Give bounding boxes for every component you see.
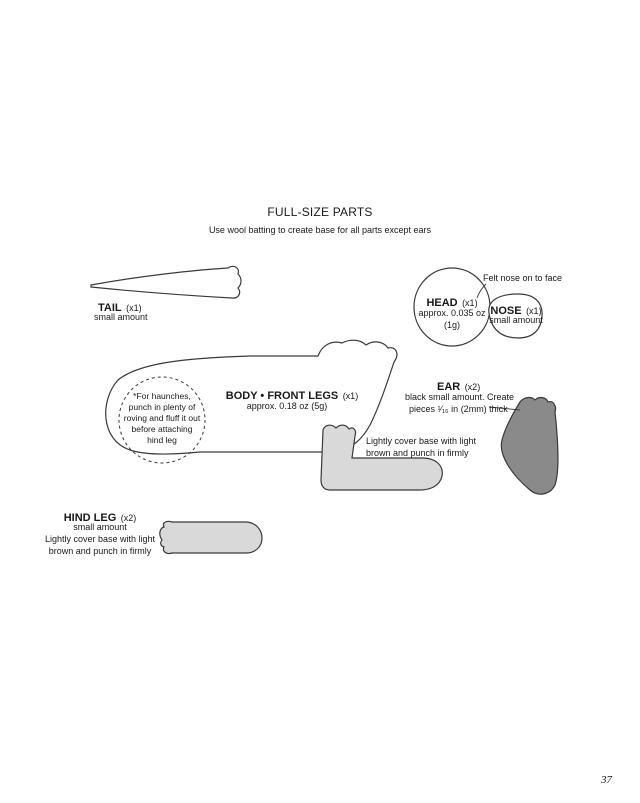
tail-name: TAIL [98,302,122,314]
ear-note-2: pieces ¹⁄₁₆ in (2mm) thick [409,404,508,414]
ear-note-1: black small amount. Create [405,392,515,402]
hind-leg-shape [160,521,262,553]
body-count: (x1) [342,391,359,401]
tail-count: (x1) [126,303,142,313]
nose-name: NOSE [490,305,522,317]
haunch-note-line: before attaching [131,424,193,434]
tail-shape [91,266,241,298]
haunch-note-line: *For haunches, [133,391,191,401]
page-number: 37 [601,774,612,786]
head-count: (x1) [462,298,478,308]
front-leg-note-1: Lightly cover base with light [366,436,477,446]
hind-leg-note-2: Lightly cover base with light [44,534,156,544]
body-note: approx. 0.18 oz (5g) [246,401,328,411]
hind-leg-count: (x2) [120,513,137,523]
haunch-note-line: punch in plenty of [128,402,196,412]
page-subtitle: Use wool batting to create base for all parts except ears [208,225,432,235]
front-leg-note-2: brown and punch in firmly [366,448,469,458]
haunch-note-line: roving and fluff it out [123,413,201,423]
head-note-2: (1g) [443,320,460,330]
nose-callout: Felt nose on to face [483,273,563,283]
ear-shape [501,398,558,495]
nose-count: (x1) [526,306,542,316]
ear-name: EAR [437,381,461,393]
hind-leg-note-3: brown and punch in firmly [48,546,152,556]
ear-count: (x2) [464,382,481,392]
haunch-note-line: hind leg [147,435,177,445]
hind-leg-note-1: small amount [73,522,127,532]
head-name: HEAD [426,297,458,309]
head-note-1: approx. 0.035 oz [418,308,486,318]
nose-note: small amount [489,315,543,325]
haunch-note [116,391,208,446]
hind-leg-name: HIND LEG [63,512,117,524]
body-name: BODY • FRONT LEGS [225,390,339,402]
page-title: FULL-SIZE PARTS [267,205,373,219]
tail-note: small amount [94,312,148,322]
